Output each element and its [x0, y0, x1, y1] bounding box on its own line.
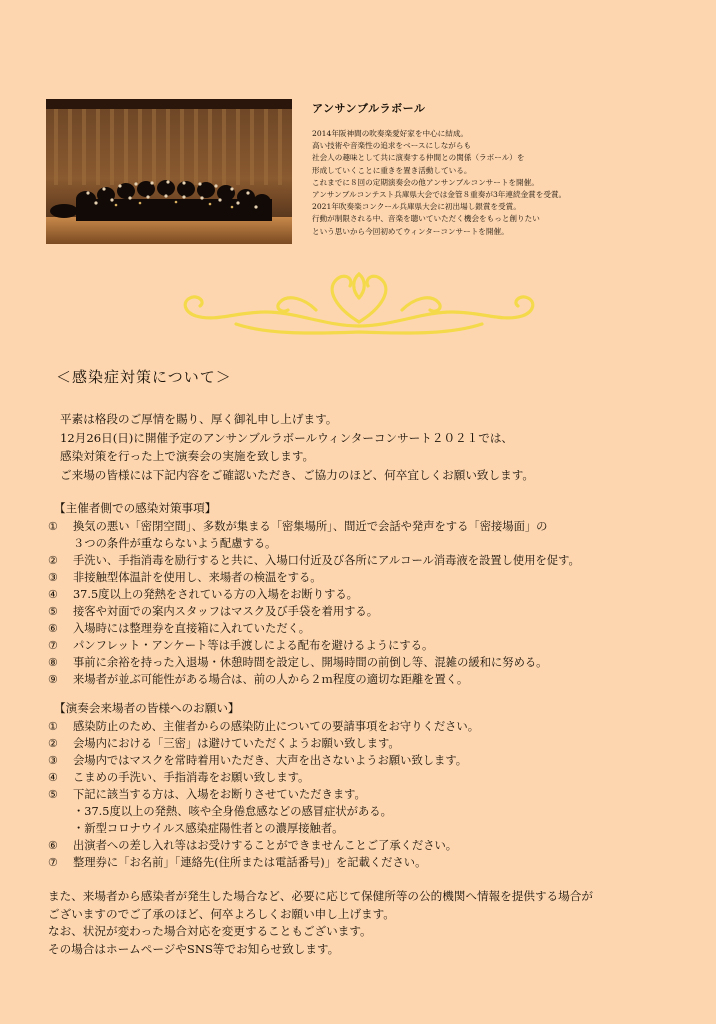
- visitor-requests-title: 【演奏会来場者の皆様へのお願い】: [54, 701, 240, 715]
- list-item: [48, 671, 708, 688]
- intro-line: 感染対策を行った上で演奏会の実施を致します。: [60, 449, 315, 463]
- profile-line: 社会人の趣味として共に演奏する仲間との関係（ラボール）を: [312, 153, 525, 163]
- sub-item: ・37.5度以上の発熱、咳や全身倦怠感などの感冒症状がある。: [73, 804, 392, 818]
- item-number: ③: [48, 753, 58, 767]
- intro-line: 12月26日(日)に開催予定のアンサンブルラボールウィンターコンサート２０２１では、: [60, 430, 514, 445]
- closing-line: なお、状況が変わった場合対応を変更することもございます。: [48, 924, 372, 938]
- profile-line: 2014年阪神間の吹奏楽愛好家を中心に結成。: [312, 129, 469, 138]
- profile-line: 2021年吹奏楽コンクール兵庫県大会に初出場し銀賞を受賞。: [312, 202, 521, 212]
- list-item: [48, 552, 708, 569]
- intro-line: 平素は格段のご厚情を賜り、厚く御礼申し上げます。: [60, 412, 338, 426]
- item-text: パンフレット・アンケート等は手渡しによる配布を避けるようにする。: [73, 638, 434, 652]
- organizer-measures-title: 【主催者側での感染対策事項】: [54, 501, 217, 515]
- item-number: ⑨: [48, 672, 58, 686]
- item-number: ⑦: [48, 855, 58, 869]
- ornament-divider: [176, 268, 542, 340]
- item-text: 下記に該当する方は、入場をお断りさせていただきます。: [73, 787, 366, 801]
- list-item: [48, 603, 708, 620]
- item-number: ⑥: [48, 838, 58, 852]
- item-text: 会場内ではマスクを常時着用いただき、大声を出さないようお願い致します。: [73, 753, 468, 767]
- item-number: ⑤: [48, 787, 58, 801]
- list-item: [48, 586, 708, 603]
- list-item: [48, 718, 708, 735]
- item-text: 換気の悪い「密閉空間」、多数が集まる「密集場所」、間近で会話や発声をする「密接場面」の: [73, 519, 548, 533]
- intro-paragraph: [60, 410, 700, 484]
- item-number: ⑧: [48, 655, 58, 669]
- item-number: ②: [48, 553, 58, 567]
- list-item: [48, 854, 708, 871]
- list-item: [48, 518, 708, 535]
- profile-line: これまでに８回の定期演奏会の他アンサンブルコンサートを開催。: [312, 177, 539, 187]
- profile-line: 形成していくことに重きを置き活動している。: [312, 165, 472, 175]
- list-item: [48, 837, 708, 854]
- list-item: [48, 769, 708, 786]
- item-number: ④: [48, 587, 58, 601]
- intro-line: ご来場の皆様には下記内容をご確認いただき、ご協力のほど、何卒宜しくお願い致します。: [60, 467, 534, 482]
- ensemble-photo: [46, 99, 292, 244]
- item-continuation: ３つの条件が重ならないよう配慮する。: [73, 536, 277, 550]
- item-number: ⑤: [48, 604, 58, 618]
- item-number: ⑦: [48, 638, 58, 652]
- item-text: 入場時には整理券を直接箱に入れていただく。: [73, 621, 311, 635]
- item-number: ①: [48, 519, 58, 533]
- item-text: 37.5度以上の発熱をされている方の入場をお断りする。: [73, 587, 358, 601]
- item-text: 非接触型体温計を使用し、来場者の検温をする。: [73, 570, 322, 584]
- item-text: 出演者への差し入れ等はお受けすることができませんことご了承ください。: [73, 838, 458, 852]
- profile-line: 高い技術や音楽性の追求をベースにしながらも: [312, 141, 472, 151]
- closing-paragraph: [48, 888, 708, 958]
- item-text: 整理券に「お名前」「連絡先(住所または電話番号)」を記載ください。: [73, 855, 427, 869]
- list-item: [48, 752, 708, 769]
- item-text: こまめの手洗い、手指消毒をお願い致します。: [73, 770, 310, 784]
- profile-title: アンサンブルラボール: [312, 102, 426, 115]
- item-number: ①: [48, 719, 58, 733]
- sub-item: ・新型コロナウイルス感染症陽性者との濃厚接触者。: [73, 821, 344, 835]
- profile-line: アンサンブルコンテスト兵庫県大会では金管８重奏が3年連続金賞を受賞。: [312, 190, 567, 200]
- list-item: [48, 637, 708, 654]
- item-number: ③: [48, 570, 58, 584]
- list-item: [48, 735, 708, 752]
- closing-line: その場合はホームページやSNS等でお知らせ致します。: [48, 941, 340, 956]
- item-text: 事前に余裕を持った入退場・休憩時間を設定し、開場時間の前倒し等、混雑の緩和に努める。: [73, 655, 548, 669]
- organizer-measures: [48, 499, 708, 688]
- list-item: [48, 786, 708, 803]
- profile-line: という思いから今回初めてウィンターコンサートを開催。: [312, 226, 509, 236]
- item-number: ⑥: [48, 621, 58, 635]
- item-text: 手洗い、手指消毒を励行すると共に、入場口付近及び各所にアルコール消毒液を設置し使用を促す。: [73, 553, 580, 567]
- item-number: ②: [48, 736, 58, 750]
- profile-line: 行動が制限される中、音楽を聴いていただく機会をもっと創りたい: [312, 214, 540, 224]
- item-text: 来場者が並ぶ可能性がある場合は、前の人から２ｍ程度の適切な距離を置く。: [73, 672, 469, 686]
- list-item: [48, 654, 708, 671]
- item-number: ④: [48, 770, 58, 784]
- list-item: [48, 620, 708, 637]
- section-heading: ＜感染症対策について＞: [56, 368, 232, 386]
- item-text: 感染防止のため、主催者からの感染防止についての要請事項をお守りください。: [73, 719, 480, 733]
- list-item: [48, 569, 708, 586]
- item-text: 接客や対面での案内スタッフはマスク及び手袋を着用する。: [73, 604, 379, 618]
- item-text: 会場内における「三密」は避けていただくようお願い致します。: [73, 736, 400, 750]
- visitor-requests: [48, 699, 708, 871]
- closing-line: ございますのでご了承のほど、何卒よろしくお願い申し上げます。: [48, 906, 395, 921]
- ensemble-profile: [312, 100, 702, 238]
- closing-line: また、来場者から感染者が発生した場合など、必要に応じて保健所等の公的機関へ情報を提供する場合が: [48, 889, 593, 903]
